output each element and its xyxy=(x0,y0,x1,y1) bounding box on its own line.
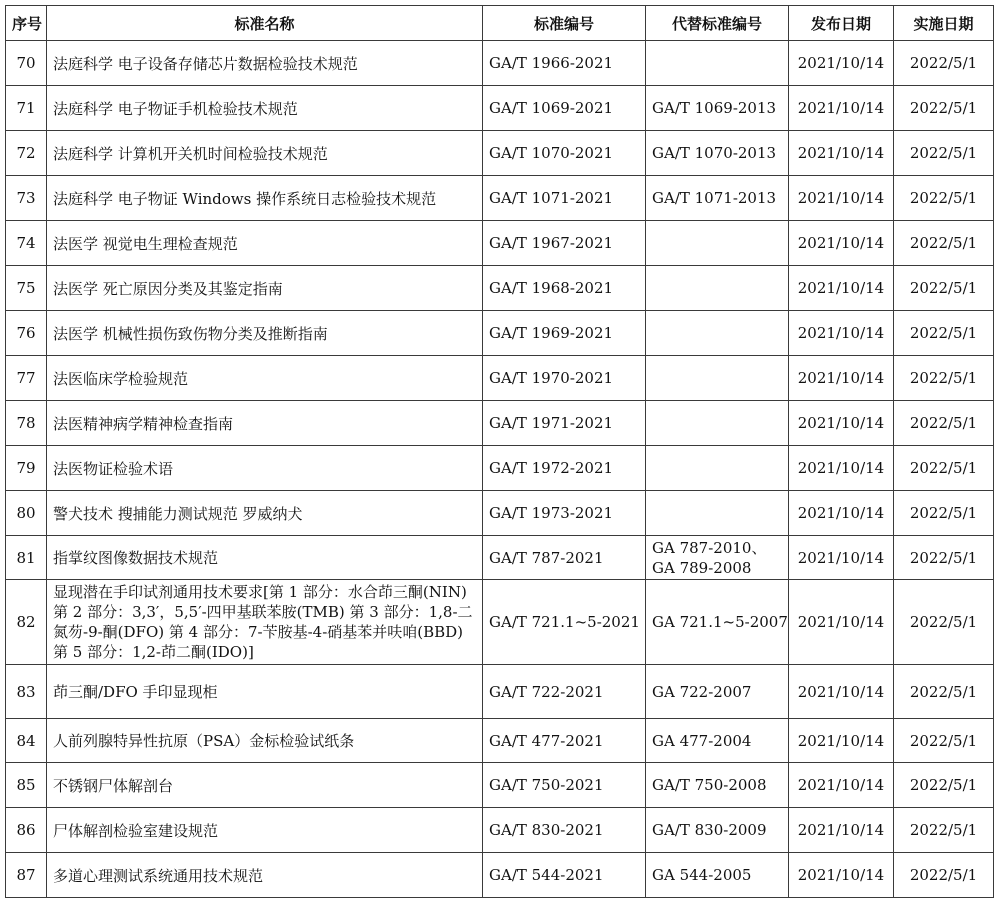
cell-impl-date: 2022/5/1 xyxy=(894,536,994,580)
cell-name: 法庭科学 电子设备存储芯片数据检验技术规范 xyxy=(47,41,483,86)
cell-name-line: 显现潜在手印试剂通用技术要求[第 1 部分：水合茚三酮(NIN) xyxy=(53,583,467,601)
cell-name: 法医学 机械性损伤致伤物分类及推断指南 xyxy=(47,311,483,356)
cell-pub-date: 2021/10/14 xyxy=(789,853,894,898)
cell-no: 76 xyxy=(6,311,47,356)
cell-impl-date: 2022/5/1 xyxy=(894,311,994,356)
cell-replace: GA/T 750-2008 xyxy=(646,763,789,808)
cell-replace: GA/T 830-2009 xyxy=(646,808,789,853)
table-header xyxy=(6,6,994,41)
cell-name: 法庭科学 电子物证手机检验技术规范 xyxy=(47,86,483,131)
cell-impl-date: 2022/5/1 xyxy=(894,131,994,176)
cell-pub-date: 2021/10/14 xyxy=(789,311,894,356)
cell-name: 指掌纹图像数据技术规范 xyxy=(47,536,483,580)
cell-name: 法医学 视觉电生理检查规范 xyxy=(47,221,483,266)
cell-impl-date: 2022/5/1 xyxy=(894,176,994,221)
header-pub-date: 发布日期 xyxy=(789,6,894,41)
header-name: 标准名称 xyxy=(47,6,483,41)
cell-name: 法医物证检验术语 xyxy=(47,446,483,491)
table-row xyxy=(6,763,994,808)
cell-impl-date: 2022/5/1 xyxy=(894,763,994,808)
cell-replace xyxy=(646,536,789,580)
cell-code: GA/T 787-2021 xyxy=(483,536,646,580)
cell-no: 81 xyxy=(6,536,47,580)
cell-impl-date: 2022/5/1 xyxy=(894,266,994,311)
cell-code: GA/T 1071-2021 xyxy=(483,176,646,221)
cell-no: 77 xyxy=(6,356,47,401)
cell-replace: GA 544-2005 xyxy=(646,853,789,898)
cell-name-line: 第 5 部分：1,2-茚二酮(IDO)] xyxy=(53,643,254,661)
cell-no: 78 xyxy=(6,401,47,446)
cell-pub-date: 2021/10/14 xyxy=(789,719,894,763)
cell-impl-date: 2022/5/1 xyxy=(894,401,994,446)
cell-pub-date: 2021/10/14 xyxy=(789,763,894,808)
cell-no: 72 xyxy=(6,131,47,176)
cell-code: GA/T 830-2021 xyxy=(483,808,646,853)
cell-impl-date: 2022/5/1 xyxy=(894,356,994,401)
cell-pub-date: 2021/10/14 xyxy=(789,356,894,401)
cell-no: 82 xyxy=(6,580,47,665)
cell-name-line: 氮芴-9-酮(DFO) 第 4 部分：7-苄胺基-4-硝基苯并呋咱(BBD) xyxy=(53,623,464,641)
cell-code: GA/T 721.1~5-2021 xyxy=(483,580,646,665)
cell-replace xyxy=(646,311,789,356)
cell-code: GA/T 722-2021 xyxy=(483,665,646,719)
cell-no: 86 xyxy=(6,808,47,853)
cell-pub-date: 2021/10/14 xyxy=(789,665,894,719)
cell-code: GA/T 1966-2021 xyxy=(483,41,646,86)
cell-name-line: 第 2 部分：3,3′，5,5′-四甲基联苯胺(TMB) 第 3 部分：1,8-二 xyxy=(53,603,473,621)
cell-name: 法医精神病学精神检查指南 xyxy=(47,401,483,446)
table-row xyxy=(6,491,994,536)
cell-impl-date: 2022/5/1 xyxy=(894,41,994,86)
cell-replace: GA 477-2004 xyxy=(646,719,789,763)
standards-table xyxy=(5,5,994,898)
cell-impl-date: 2022/5/1 xyxy=(894,580,994,665)
cell-pub-date: 2021/10/14 xyxy=(789,536,894,580)
cell-name: 法医临床学检验规范 xyxy=(47,356,483,401)
cell-replace-line: GA 787-2010、 xyxy=(652,538,767,557)
cell-replace: GA 722-2007 xyxy=(646,665,789,719)
cell-name xyxy=(47,580,483,665)
cell-no: 75 xyxy=(6,266,47,311)
table-row xyxy=(6,665,994,719)
cell-code: GA/T 1971-2021 xyxy=(483,401,646,446)
cell-name: 茚三酮/DFO 手印显现柜 xyxy=(47,665,483,719)
cell-code: GA/T 544-2021 xyxy=(483,853,646,898)
table-row xyxy=(6,41,994,86)
table-row xyxy=(6,86,994,131)
cell-replace xyxy=(646,401,789,446)
cell-pub-date: 2021/10/14 xyxy=(789,580,894,665)
cell-name: 多道心理测试系统通用技术规范 xyxy=(47,853,483,898)
cell-pub-date: 2021/10/14 xyxy=(789,401,894,446)
table-row xyxy=(6,580,994,665)
cell-code: GA/T 750-2021 xyxy=(483,763,646,808)
cell-no: 74 xyxy=(6,221,47,266)
cell-replace-line: GA 789-2008 xyxy=(652,558,752,577)
cell-pub-date: 2021/10/14 xyxy=(789,808,894,853)
table-body xyxy=(6,41,994,898)
cell-replace xyxy=(646,446,789,491)
table-row xyxy=(6,401,994,446)
header-no: 序号 xyxy=(6,6,47,41)
cell-pub-date: 2021/10/14 xyxy=(789,491,894,536)
cell-replace: GA 721.1~5-2007 xyxy=(646,580,789,665)
cell-no: 83 xyxy=(6,665,47,719)
header-impl-date: 实施日期 xyxy=(894,6,994,41)
header-replace: 代替标准编号 xyxy=(646,6,789,41)
table-row xyxy=(6,536,994,580)
table-row xyxy=(6,853,994,898)
cell-no: 85 xyxy=(6,763,47,808)
cell-no: 87 xyxy=(6,853,47,898)
cell-code: GA/T 1972-2021 xyxy=(483,446,646,491)
cell-no: 73 xyxy=(6,176,47,221)
table-row xyxy=(6,356,994,401)
table-row xyxy=(6,266,994,311)
cell-code: GA/T 477-2021 xyxy=(483,719,646,763)
cell-no: 84 xyxy=(6,719,47,763)
cell-impl-date: 2022/5/1 xyxy=(894,221,994,266)
cell-pub-date: 2021/10/14 xyxy=(789,221,894,266)
table-row xyxy=(6,446,994,491)
cell-code: GA/T 1070-2021 xyxy=(483,131,646,176)
cell-pub-date: 2021/10/14 xyxy=(789,176,894,221)
table-row xyxy=(6,176,994,221)
cell-code: GA/T 1968-2021 xyxy=(483,266,646,311)
cell-replace: GA/T 1069-2013 xyxy=(646,86,789,131)
cell-impl-date: 2022/5/1 xyxy=(894,86,994,131)
cell-no: 71 xyxy=(6,86,47,131)
cell-replace xyxy=(646,41,789,86)
cell-replace xyxy=(646,491,789,536)
table-row xyxy=(6,808,994,853)
table-row xyxy=(6,719,994,763)
cell-name: 警犬技术 搜捕能力测试规范 罗威纳犬 xyxy=(47,491,483,536)
header-row xyxy=(6,6,994,41)
cell-name: 法医学 死亡原因分类及其鉴定指南 xyxy=(47,266,483,311)
cell-no: 79 xyxy=(6,446,47,491)
cell-replace xyxy=(646,356,789,401)
cell-impl-date: 2022/5/1 xyxy=(894,719,994,763)
cell-impl-date: 2022/5/1 xyxy=(894,853,994,898)
cell-impl-date: 2022/5/1 xyxy=(894,808,994,853)
cell-replace: GA/T 1071-2013 xyxy=(646,176,789,221)
cell-name: 法庭科学 电子物证 Windows 操作系统日志检验技术规范 xyxy=(47,176,483,221)
cell-name: 法庭科学 计算机开关机时间检验技术规范 xyxy=(47,131,483,176)
cell-pub-date: 2021/10/14 xyxy=(789,41,894,86)
cell-impl-date: 2022/5/1 xyxy=(894,665,994,719)
table-row xyxy=(6,131,994,176)
header-code: 标准编号 xyxy=(483,6,646,41)
cell-no: 80 xyxy=(6,491,47,536)
table-row xyxy=(6,311,994,356)
cell-name: 不锈钢尸体解剖台 xyxy=(47,763,483,808)
cell-pub-date: 2021/10/14 xyxy=(789,131,894,176)
cell-code: GA/T 1069-2021 xyxy=(483,86,646,131)
cell-code: GA/T 1967-2021 xyxy=(483,221,646,266)
cell-name: 尸体解剖检验室建设规范 xyxy=(47,808,483,853)
cell-code: GA/T 1973-2021 xyxy=(483,491,646,536)
cell-pub-date: 2021/10/14 xyxy=(789,86,894,131)
cell-impl-date: 2022/5/1 xyxy=(894,491,994,536)
cell-replace xyxy=(646,221,789,266)
cell-name: 人前列腺特异性抗原（PSA）金标检验试纸条 xyxy=(47,719,483,763)
cell-replace: GA/T 1070-2013 xyxy=(646,131,789,176)
table-row xyxy=(6,221,994,266)
cell-impl-date: 2022/5/1 xyxy=(894,446,994,491)
cell-pub-date: 2021/10/14 xyxy=(789,266,894,311)
cell-code: GA/T 1969-2021 xyxy=(483,311,646,356)
cell-code: GA/T 1970-2021 xyxy=(483,356,646,401)
cell-replace xyxy=(646,266,789,311)
cell-pub-date: 2021/10/14 xyxy=(789,446,894,491)
cell-no: 70 xyxy=(6,41,47,86)
